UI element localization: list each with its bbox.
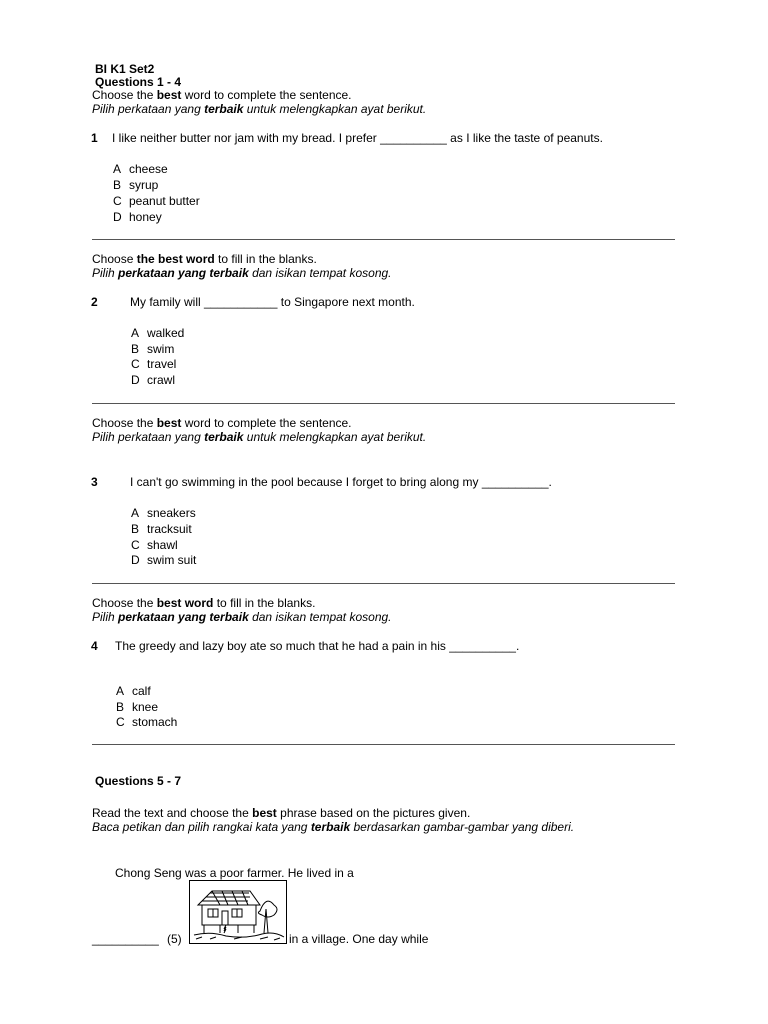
q1-option-b[interactable]: B syrup <box>113 178 159 192</box>
q2-option-c[interactable]: C travel <box>131 357 177 371</box>
q1-question-text: I like neither butter nor jam with my bread. I prefer __________ as I like the taste of peanuts. <box>112 131 603 145</box>
q1-option-c[interactable]: C peanut butter <box>113 194 200 208</box>
q4-option-a[interactable]: A calf <box>116 684 151 698</box>
q4-option-b[interactable]: B knee <box>116 700 159 714</box>
passage-line-2: in a village. One day while <box>289 932 429 946</box>
divider <box>92 744 675 745</box>
section1-heading: Questions 1 - 4 <box>95 75 182 89</box>
q2-option-d[interactable]: D crawl <box>131 373 176 387</box>
q4-option-c[interactable]: C stomach <box>116 715 178 729</box>
q3-instruction-ms: Pilih perkataan yang terbaik untuk melengkapkan ayat berikut. <box>92 430 427 444</box>
q1-instruction-en: Choose the best word to complete the sentence. <box>92 88 352 102</box>
section2-heading: Questions 5 - 7 <box>95 774 182 788</box>
q3-number: 3 <box>91 475 98 489</box>
q4-number: 4 <box>91 639 98 653</box>
q1-option-d[interactable]: D honey <box>113 210 162 224</box>
divider <box>92 583 675 584</box>
q3-option-a[interactable]: A sneakers <box>131 506 196 520</box>
q2-number: 2 <box>91 295 98 309</box>
q1-instruction-ms: Pilih perkataan yang terbaik untuk melengkapkan ayat berikut. <box>92 102 427 116</box>
q4-question-text: The greedy and lazy boy ate so much that he had a pain in his __________. <box>115 639 520 653</box>
q2-question-text: My family will ___________ to Singapore next month. <box>130 295 415 309</box>
q1-option-a[interactable]: A cheese <box>113 162 168 176</box>
q3-question-text: I can't go swimming in the pool because I forget to bring along my __________. <box>130 475 552 489</box>
q3-option-d[interactable]: D swim suit <box>131 553 197 567</box>
q2-instruction-ms: Pilih perkataan yang terbaik dan isikan tempat kosong. <box>92 266 392 280</box>
q4-instruction-ms: Pilih perkataan yang terbaik dan isikan tempat kosong. <box>92 610 392 624</box>
q1-number: 1 <box>91 131 98 145</box>
hut-picture-icon <box>189 880 287 944</box>
section2-instruction-ms: Baca petikan dan pilih rangkai kata yang terbaik berdasarkan gambar-gambar yang diberi. <box>92 820 575 834</box>
divider <box>92 239 675 240</box>
blank-5[interactable]: __________ <box>92 932 159 946</box>
divider <box>92 403 675 404</box>
q2-instruction-en: Choose the best word to fill in the blanks. <box>92 252 317 266</box>
q4-instruction-en: Choose the best word to fill in the blanks. <box>92 596 316 610</box>
q2-option-a[interactable]: A walked <box>131 326 185 340</box>
q3-option-b[interactable]: B tracksuit <box>131 522 192 536</box>
section2-instruction-en: Read the text and choose the best phrase based on the pictures given. <box>92 806 471 820</box>
q2-option-b[interactable]: B swim <box>131 342 175 356</box>
q3-option-c[interactable]: C shawl <box>131 538 178 552</box>
passage-line-1: Chong Seng was a poor farmer. He lived in a <box>115 866 354 880</box>
blank-5-label: (5) <box>167 932 182 946</box>
document-title: BI K1 Set2 <box>95 62 155 76</box>
q3-instruction-en: Choose the best word to complete the sentence. <box>92 416 352 430</box>
